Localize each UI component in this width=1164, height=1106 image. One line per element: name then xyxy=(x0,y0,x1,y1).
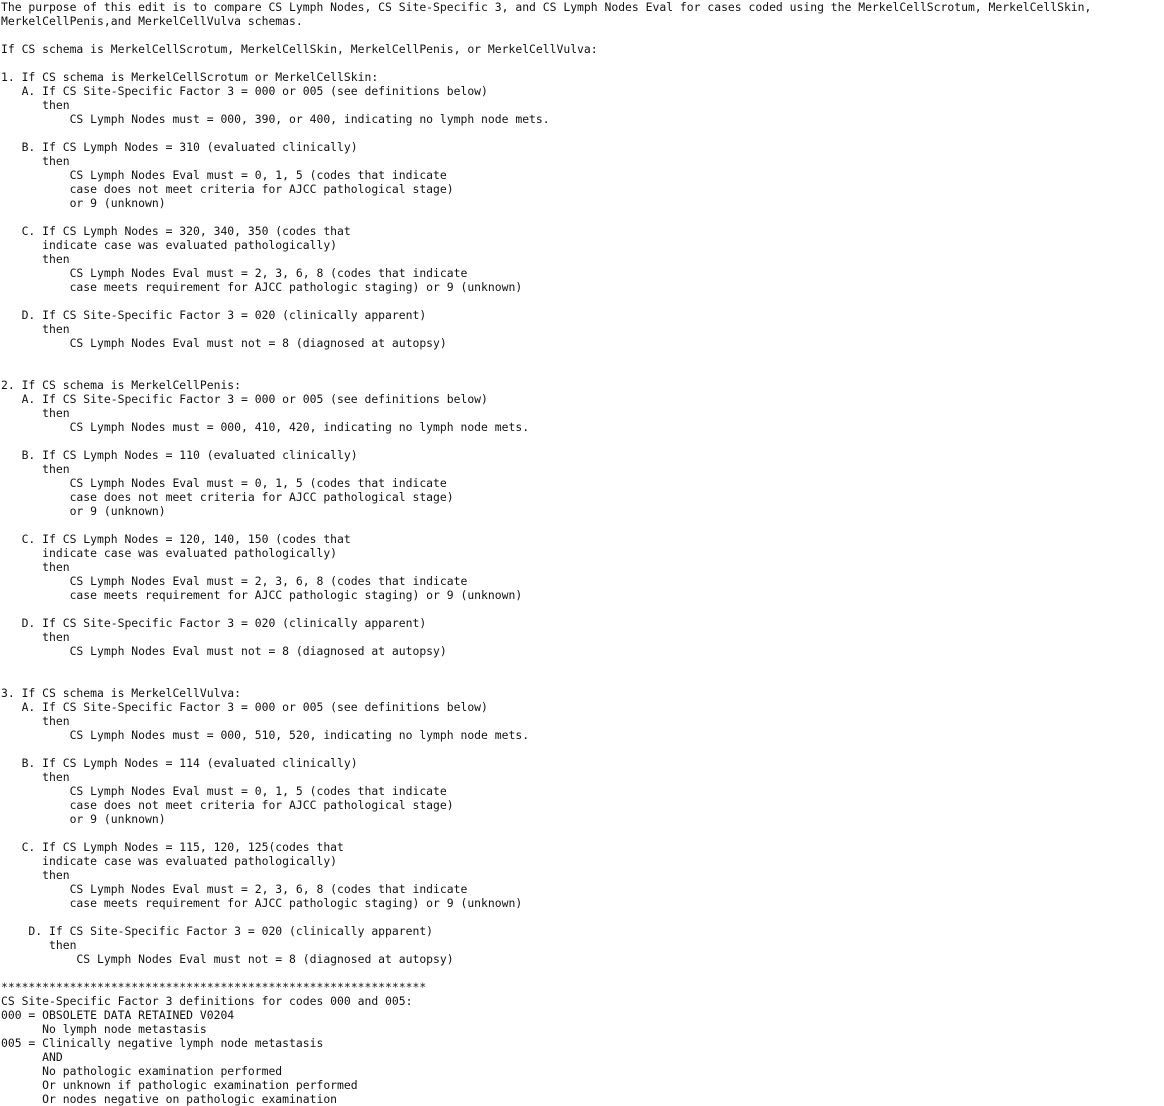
document-line: then xyxy=(1,252,70,266)
document-line xyxy=(1,126,1091,140)
document-line xyxy=(1,294,1091,308)
document-line: CS Lymph Nodes must = 000, 390, or 400, indicating no lymph node mets. xyxy=(1,112,550,126)
document-line xyxy=(1,210,1091,224)
document-line: CS Lymph Nodes Eval must = 2, 3, 6, 8 (codes that indicate xyxy=(1,882,468,896)
document-line: No lymph node metastasis xyxy=(1,1022,207,1036)
document-line: B. If CS Lymph Nodes = 310 (evaluated clinically) xyxy=(1,140,358,154)
document-line: CS Lymph Nodes Eval must = 0, 1, 5 (codes that indicate xyxy=(1,476,447,490)
document-line: ************************************************************** xyxy=(1,980,427,994)
document-line: case does not meet criteria for AJCC pathological stage) xyxy=(1,798,454,812)
document-line: then xyxy=(1,406,70,420)
document-line: B. If CS Lymph Nodes = 114 (evaluated clinically) xyxy=(1,756,358,770)
document-line: Or unknown if pathologic examination performed xyxy=(1,1078,358,1092)
document-line: or 9 (unknown) xyxy=(1,812,166,826)
document-line xyxy=(1,742,1091,756)
document-line: then xyxy=(1,462,70,476)
document-line: then xyxy=(1,322,70,336)
document-line: If CS schema is MerkelCellScrotum, MerkelCellSkin, MerkelCellPenis, or MerkelCellVulva: xyxy=(1,42,598,56)
document-line: A. If CS Site-Specific Factor 3 = 000 or 005 (see definitions below) xyxy=(1,392,488,406)
document-line: CS Lymph Nodes Eval must not = 8 (diagnosed at autopsy) xyxy=(1,336,447,350)
document-line: B. If CS Lymph Nodes = 110 (evaluated clinically) xyxy=(1,448,358,462)
document-line: Or nodes negative on pathologic examination xyxy=(1,1092,338,1106)
document-line: indicate case was evaluated pathologically) xyxy=(1,238,338,252)
document-line xyxy=(1,350,1091,364)
document-line: C. If CS Lymph Nodes = 320, 340, 350 (codes that xyxy=(1,224,351,238)
document-line: CS Lymph Nodes Eval must = 0, 1, 5 (codes that indicate xyxy=(1,168,447,182)
document-line: 005 = Clinically negative lymph node metastasis xyxy=(1,1036,324,1050)
document-line xyxy=(1,910,1091,924)
document-line: then xyxy=(1,770,70,784)
document-line: AND xyxy=(1,1050,63,1064)
document-line: or 9 (unknown) xyxy=(1,196,166,210)
document-line: 3. If CS schema is MerkelCellVulva: xyxy=(1,686,242,700)
document-line: A. If CS Site-Specific Factor 3 = 000 or 005 (see definitions below) xyxy=(1,700,488,714)
document-line xyxy=(1,434,1091,448)
document-line: case does not meet criteria for AJCC pathological stage) xyxy=(1,490,454,504)
document-line xyxy=(1,28,1091,42)
document-line: A. If CS Site-Specific Factor 3 = 000 or 005 (see definitions below) xyxy=(1,84,488,98)
document-line: D. If CS Site-Specific Factor 3 = 020 (clinically apparent) xyxy=(1,616,427,630)
document-line: CS Lymph Nodes Eval must = 2, 3, 6, 8 (codes that indicate xyxy=(1,574,468,588)
document-line: CS Lymph Nodes Eval must = 0, 1, 5 (codes that indicate xyxy=(1,784,447,798)
document-line: No pathologic examination performed xyxy=(1,1064,283,1078)
document-line xyxy=(1,658,1091,672)
document-line: case meets requirement for AJCC pathologic staging) or 9 (unknown) xyxy=(1,588,523,602)
document-line: C. If CS Lymph Nodes = 120, 140, 150 (codes that xyxy=(1,532,351,546)
document-line xyxy=(1,602,1091,616)
document-line: CS Lymph Nodes must = 000, 410, 420, indicating no lymph node mets. xyxy=(1,420,530,434)
document-line: then xyxy=(1,630,70,644)
document-line: CS Lymph Nodes Eval must not = 8 (diagnosed at autopsy) xyxy=(1,952,454,966)
document-line: CS Lymph Nodes must = 000, 510, 520, indicating no lymph node mets. xyxy=(1,728,530,742)
document-line: then xyxy=(1,868,70,882)
document-line: D. If CS Site-Specific Factor 3 = 020 (clinically apparent) xyxy=(1,924,434,938)
document-line: or 9 (unknown) xyxy=(1,504,166,518)
document-line: D. If CS Site-Specific Factor 3 = 020 (clinically apparent) xyxy=(1,308,427,322)
document-line: C. If CS Lymph Nodes = 115, 120, 125(codes that xyxy=(1,840,344,854)
document-line: CS Lymph Nodes Eval must = 2, 3, 6, 8 (codes that indicate xyxy=(1,266,468,280)
edit-description-document xyxy=(1,0,1091,1106)
document-line xyxy=(1,518,1091,532)
document-line: CS Lymph Nodes Eval must not = 8 (diagnosed at autopsy) xyxy=(1,644,447,658)
document-line: then xyxy=(1,714,70,728)
document-line: case meets requirement for AJCC pathologic staging) or 9 (unknown) xyxy=(1,896,523,910)
document-line: The purpose of this edit is to compare CS Lymph Nodes, CS Site-Specific 3, and CS Lymph Nodes Eval for cases coded using the MerkelCellScrotum, MerkelCellSkin, xyxy=(1,0,1092,14)
document-line xyxy=(1,56,1091,70)
document-line xyxy=(1,364,1091,378)
document-line: then xyxy=(1,560,70,574)
document-line: then xyxy=(1,98,70,112)
document-line xyxy=(1,826,1091,840)
document-line: MerkelCellPenis,and MerkelCellVulva schemas. xyxy=(1,14,303,28)
document-line: 2. If CS schema is MerkelCellPenis: xyxy=(1,378,242,392)
document-line: case does not meet criteria for AJCC pathological stage) xyxy=(1,182,454,196)
document-line: CS Site-Specific Factor 3 definitions for codes 000 and 005: xyxy=(1,994,413,1008)
document-line: 1. If CS schema is MerkelCellScrotum or MerkelCellSkin: xyxy=(1,70,379,84)
document-line: 000 = OBSOLETE DATA RETAINED V0204 xyxy=(1,1008,235,1022)
document-line: indicate case was evaluated pathologically) xyxy=(1,854,338,868)
document-line: then xyxy=(1,938,77,952)
document-line xyxy=(1,672,1091,686)
document-line: case meets requirement for AJCC pathologic staging) or 9 (unknown) xyxy=(1,280,523,294)
document-line xyxy=(1,966,1091,980)
document-line: indicate case was evaluated pathologically) xyxy=(1,546,338,560)
document-line: then xyxy=(1,154,70,168)
